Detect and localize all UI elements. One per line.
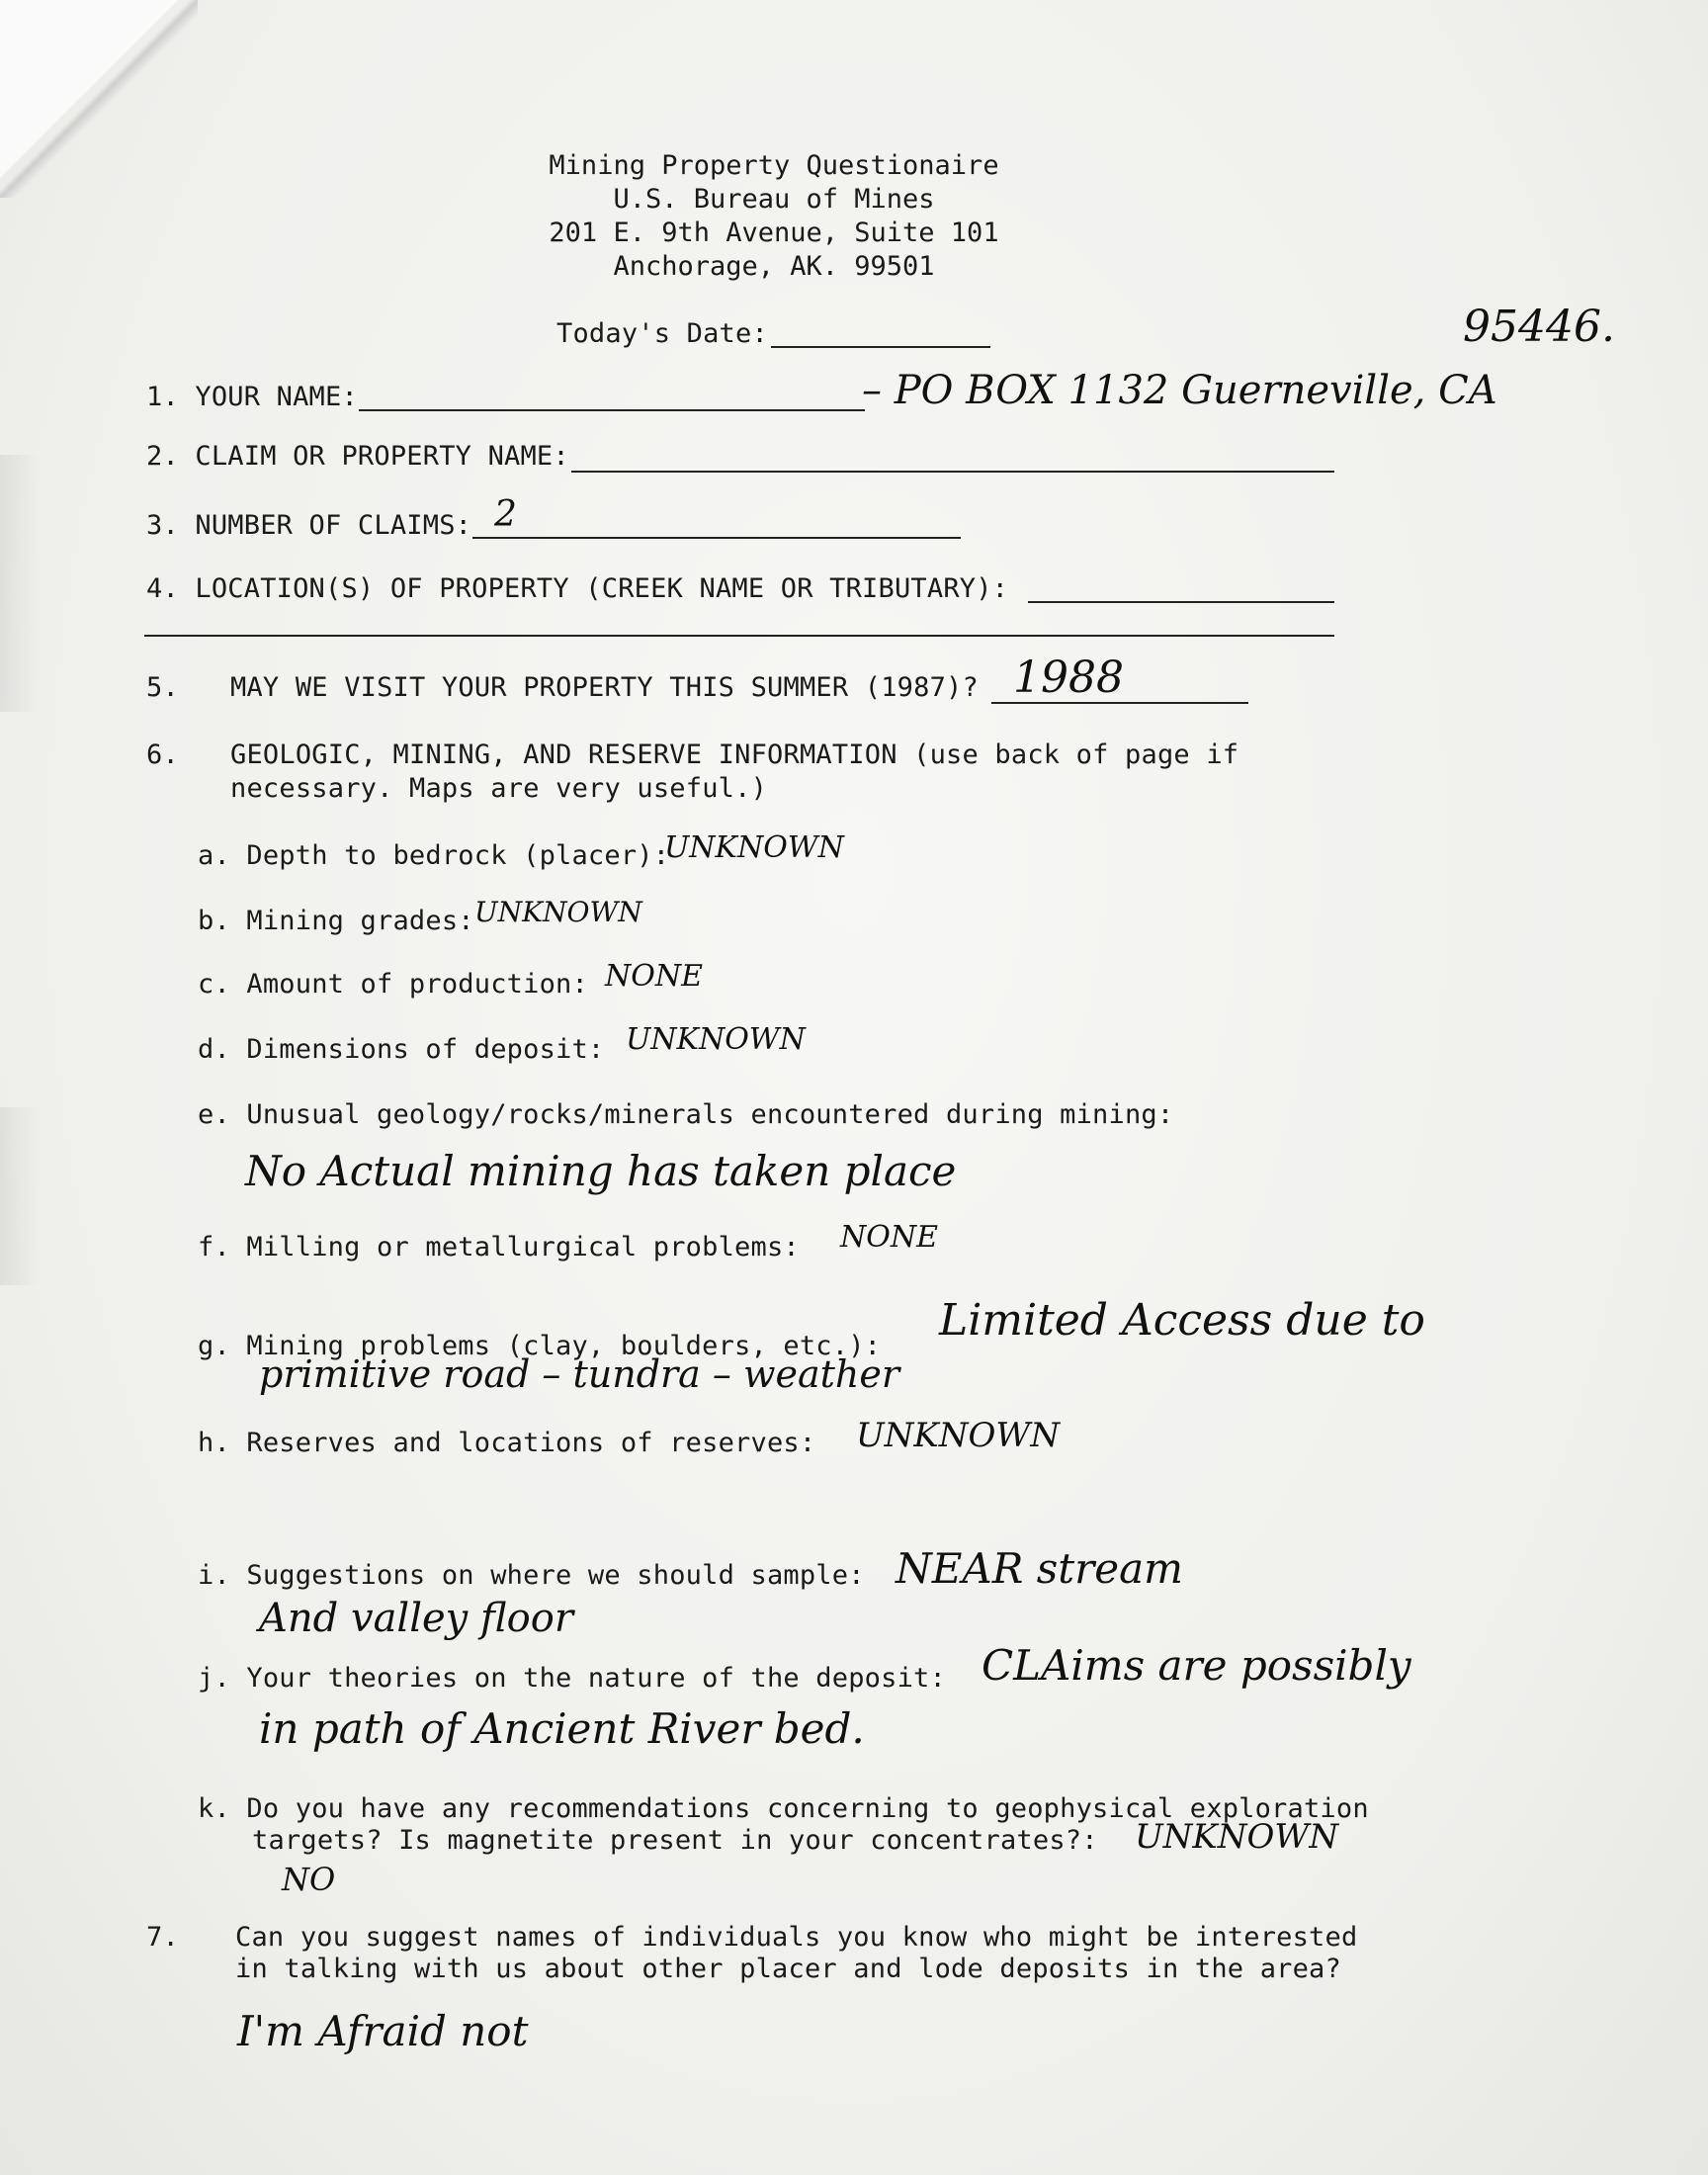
geophysical-value-line-1: UNKNOWN [1135, 1817, 1339, 1857]
geophysical-label-line-2: targets? Is magnetite present in your concentrates?: [252, 1825, 1098, 1856]
header-line-1: Mining Property Questionaire [549, 150, 999, 181]
edge-smudge [0, 1107, 40, 1285]
dimensions-of-deposit-label: d. Dimensions of deposit: [198, 1034, 605, 1065]
amount-of-production-value: NONE [605, 959, 703, 994]
deposit-theories-value-line-1: CLAims are possibly [982, 1641, 1411, 1690]
reserves-value: UNKNOWN [856, 1416, 1061, 1455]
q6-heading-line-1: GEOLOGIC, MINING, AND RESERVE INFORMATION (use back of page if [230, 740, 1239, 770]
milling-problems-label: f. Milling or metallurgical problems: [198, 1232, 800, 1262]
unusual-geology-value: No Actual mining has taken place [245, 1147, 957, 1195]
sample-suggestions-value-line-1: NEAR stream [896, 1544, 1183, 1593]
geophysical-label-line-1: k. Do you have any recommendations concerning to geophysical exploration [198, 1793, 1369, 1824]
header-line-2: U.S. Bureau of Mines [613, 184, 935, 215]
zip-code: 95446. [1463, 302, 1615, 352]
header-line-3: 201 E. 9th Avenue, Suite 101 [549, 218, 999, 248]
deposit-theories-label: j. Your theories on the nature of the deposit: [198, 1663, 946, 1694]
date-label: Today's Date: [556, 318, 768, 349]
sample-suggestions-value-line-2: And valley floor [259, 1596, 573, 1641]
location-field[interactable] [1028, 601, 1334, 603]
q7-value: I'm Afraid not [237, 2007, 529, 2055]
depth-to-bedrock-label: a. Depth to bedrock (placer): [198, 840, 670, 871]
location-label: 4. LOCATION(S) OF PROPERTY (CREEK NAME OR TRIBUTARY): [146, 573, 1009, 604]
edge-smudge [0, 455, 40, 712]
q7-label-line-2: in talking with us about other placer and lode deposits in the area? [235, 1954, 1341, 1984]
date-field[interactable] [771, 346, 990, 348]
q6-number: 6. [146, 740, 179, 770]
claim-name-field[interactable] [571, 471, 1334, 473]
number-of-claims-value: 2 [494, 494, 517, 535]
your-name-field[interactable] [359, 409, 865, 411]
q7-label-line-1: Can you suggest names of individuals you know who might be interested [235, 1922, 1358, 1953]
geophysical-value-line-2: NO [282, 1861, 336, 1898]
visit-property-label: MAY WE VISIT YOUR PROPERTY THIS SUMMER (1987)? [230, 672, 979, 703]
mining-problems-value-line-2: primitive road – tundra – weather [259, 1352, 900, 1396]
visit-property-value: 1988 [1013, 652, 1124, 703]
location-field-line-2[interactable] [144, 635, 1334, 637]
mining-grades-label: b. Mining grades: [198, 906, 474, 936]
unusual-geology-label: e. Unusual geology/rocks/minerals encountered during mining: [198, 1099, 1174, 1130]
deposit-theories-value-line-2: in path of Ancient River bed. [259, 1704, 865, 1753]
header-line-4: Anchorage, AK. 99501 [613, 251, 935, 282]
number-of-claims-field[interactable] [472, 537, 961, 539]
q7-number: 7. [146, 1922, 179, 1953]
address-handwriting: – PO BOX 1132 Guerneville, CA [862, 368, 1497, 413]
amount-of-production-label: c. Amount of production: [198, 969, 588, 1000]
q5-number: 5. [146, 672, 179, 703]
number-of-claims-label: 3. NUMBER OF CLAIMS: [146, 510, 472, 541]
your-name-label: 1. YOUR NAME: [146, 382, 358, 412]
claim-name-label: 2. CLAIM OR PROPERTY NAME: [146, 441, 569, 472]
mining-problems-value-line-1: Limited Access due to [939, 1295, 1425, 1346]
depth-to-bedrock-value: UNKNOWN [664, 830, 844, 865]
milling-problems-value: NONE [840, 1220, 938, 1255]
q6-heading-line-2: necessary. Maps are very useful.) [230, 773, 768, 804]
sample-suggestions-label: i. Suggestions on where we should sample: [198, 1560, 865, 1591]
mining-grades-value: UNKNOWN [474, 896, 642, 928]
dimensions-of-deposit-value: UNKNOWN [626, 1022, 806, 1057]
reserves-label: h. Reserves and locations of reserves: [198, 1428, 816, 1458]
mining-problems-label: g. Mining problems (clay, boulders, etc.): [198, 1331, 882, 1361]
